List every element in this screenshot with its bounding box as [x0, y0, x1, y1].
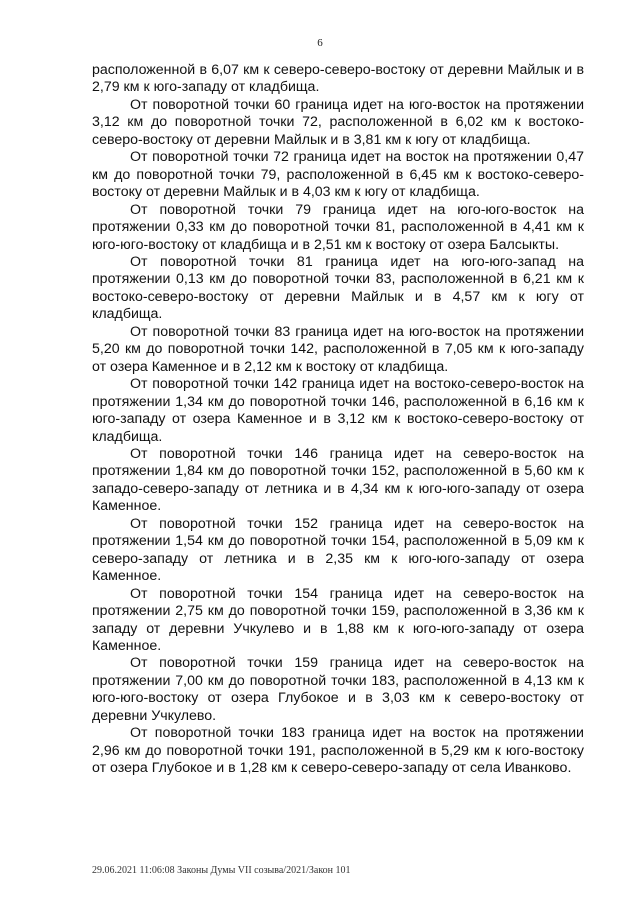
paragraph: От поворотной точки 83 граница идет на юго-восток на протяжении 5,20 км до поворотной точки 142, расположенной в 7,05 км к юго-западу от озера Каменное и в 2,12 км к востоку от кладбища.: [92, 323, 584, 375]
page-number: 6: [317, 37, 323, 49]
paragraph: От поворотной точки 159 граница идет на северо-восток на протяжении 7,00 км до поворотной точки 183, расположенной в 4,13 км к юго-юго-востоку от озера Глубокое и в 3,03 км к северо-востоку от деревни Учкулево.: [92, 655, 584, 724]
paragraph: От поворотной точки 142 граница идет на востоко-северо-восток на протяжении 1,34 км до поворотной точки 146, расположенной в 6,16 км к юго-западу от озера Каменное и в 3,12 км к востоко-северо-востоку от кладбища.: [92, 376, 584, 445]
paragraph: От поворотной точки 154 граница идет на северо-восток на протяжении 2,75 км до поворотной точки 159, расположенной в 3,36 км к западу от деревни Учкулево и в 1,88 км к юго-юго-западу от озера Каменное.: [92, 585, 584, 654]
paragraph: От поворотной точки 146 граница идет на северо-восток на протяжении 1,84 км до поворотной точки 152, расположенной в 5,60 км к западо-северо-западу от летника и в 4,34 км к юго-юго-западу от озера Каменное.: [92, 445, 584, 515]
paragraph: От поворотной точки 81 граница идет на юго-юго-запад на протяжении 0,13 км до поворотной точки 83, расположенной в 6,21 км к востоко-северо-востоку от деревни Майлык и в 4,57 км к югу от кладбища.: [92, 253, 584, 323]
paragraph: От поворотной точки 79 граница идет на юго-юго-восток на протяжении 0,33 км до поворотной точки 81, расположенной в 4,41 км к юго-юго-востоку от кладбища и в 2,51 км к востоку от озера Балсыкты.: [92, 201, 584, 253]
paragraph: От поворотной точки 152 граница идет на северо-восток на протяжении 1,54 км до поворотной точки 154, расположенной в 5,09 км к северо-западу от летника и в 2,35 км к юго-юго-западу от озера Каменное.: [92, 515, 584, 585]
paragraph: От поворотной точки 60 граница идет на юго-восток на протяжении 3,12 км до поворотной точки 72, расположенной в 6,02 км к востоко-северо-востоку от деревни Майлык и в 3,81 км к югу от кладбища.: [92, 96, 584, 148]
paragraph: От поворотной точки 72 граница идет на восток на протяжении 0,47 км до поворотной точки 79, расположенной в 6,45 км к востоко-северо-востоку от деревни Майлык и в 4,03 км к югу от кладбища.: [92, 149, 584, 201]
document-body: [92, 62, 584, 778]
document-footer: 29.06.2021 11:06:08 Законы Думы VII созыва/2021/Закон 101: [92, 865, 351, 876]
paragraph: От поворотной точки 183 граница идет на восток на протяжении 2,96 км до поворотной точки 191, расположенной в 5,29 км к юго-востоку от озера Глубокое и в 1,28 км к северо-северо-западу от села Иванково.: [92, 725, 584, 777]
paragraph-continuation: расположенной в 6,07 км к северо-северо-востоку от деревни Майлык и в 2,79 км к юго-западу от кладбища.: [92, 62, 584, 96]
